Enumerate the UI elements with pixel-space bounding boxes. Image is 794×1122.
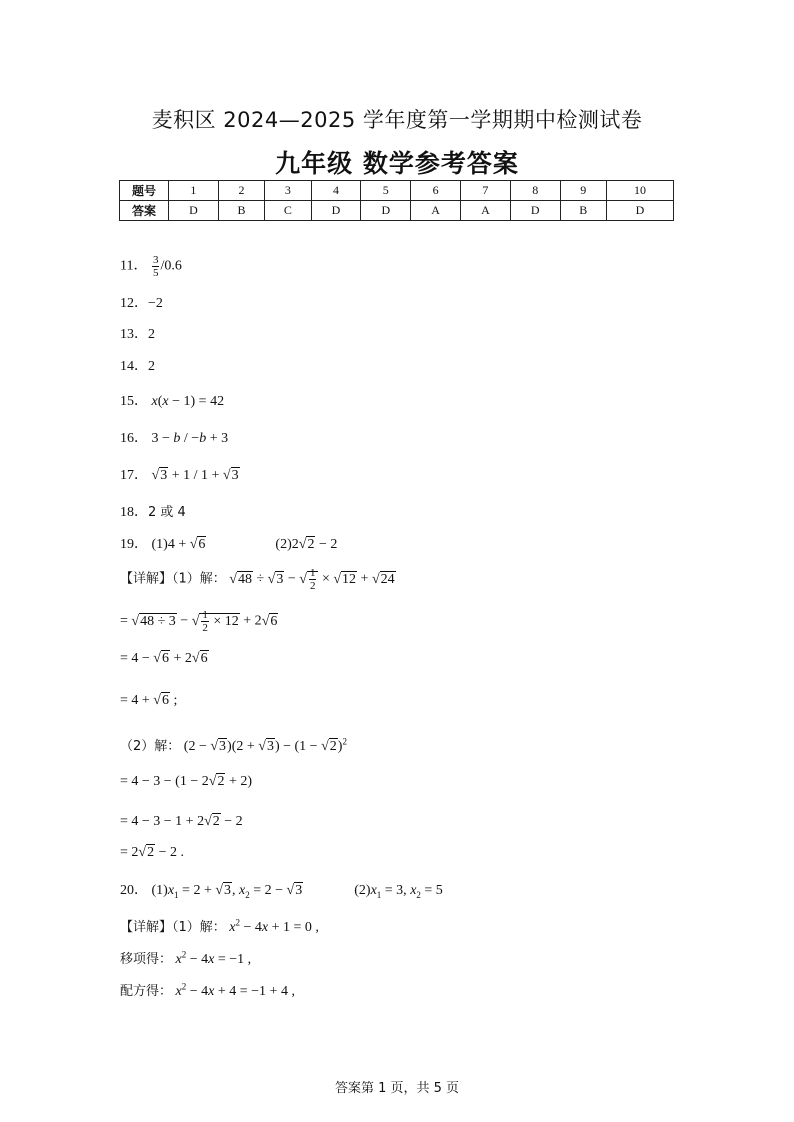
denominator: 5 — [152, 267, 159, 279]
table-cell: D — [361, 201, 411, 221]
part-label: (2) — [275, 537, 292, 552]
answer-14 — [120, 355, 155, 375]
answer-11 — [120, 254, 182, 279]
table-row-numbers — [120, 181, 674, 201]
expression: = √ 48 ÷ 3 − √ $\frac{1}{2}$ × 12 + 2√ 6 — [120, 613, 278, 629]
detail-label: 【详解】 — [120, 571, 173, 587]
detail-19-1 — [120, 567, 396, 592]
part-label: (2) — [354, 883, 371, 898]
step — [120, 774, 252, 790]
equation: $x^2 - 4x = -1$ , — [175, 949, 252, 967]
part-label: （1）解： — [172, 571, 226, 587]
table-cell: 6 — [411, 181, 461, 201]
table-cell: A — [461, 201, 511, 221]
expression: (2 − √ 3)(2 + √ 3) − (1 − √ 2)$^2$ — [184, 739, 347, 754]
document-title: 麦积区 2024—2025 学年度第一学期期中检测试卷 — [151, 108, 643, 132]
table-cell: 4 — [311, 181, 361, 201]
step — [120, 609, 278, 634]
question-number: 14． — [120, 359, 148, 374]
question-number: 16． — [120, 431, 148, 446]
step-move-terms — [120, 948, 251, 968]
table-cell: D — [311, 201, 361, 221]
table-cell: 5 — [361, 181, 411, 201]
step-label: 配方得： — [120, 984, 173, 999]
table-cell: 3 — [265, 181, 311, 201]
table-cell: C — [265, 201, 311, 221]
document-subtitle: 九年级 数学参考答案 — [275, 149, 519, 178]
table-cell: 1 — [169, 181, 219, 201]
detail-20-1 — [120, 916, 319, 936]
part-label: (1) — [151, 883, 168, 898]
step-complete-square — [120, 980, 295, 1000]
answer-16 — [120, 427, 228, 447]
answer-12 — [120, 292, 163, 312]
step — [120, 693, 177, 709]
table-cell: B — [560, 201, 606, 221]
table-cell: D — [510, 201, 560, 221]
answer-text: 2 — [148, 359, 155, 374]
expression: = 4 − 3 − (1 − 2√ 2 + 2) — [120, 773, 252, 789]
table-header-number: 题号 — [120, 181, 169, 201]
detail-label: 【详解】 — [120, 920, 173, 935]
expression: 3 − b / −b + 3 — [151, 431, 229, 446]
table-cell: 8 — [510, 181, 560, 201]
expression: = 4 + √ 6 ; — [120, 692, 177, 708]
question-number: 11． — [120, 258, 148, 274]
equation: $x^2 - 4x + 1 = 0$ , — [229, 917, 319, 935]
table-cell: 9 — [560, 181, 606, 201]
answer-text: 2 — [148, 327, 155, 342]
answer-text: 2 或 4 — [148, 505, 186, 520]
part-label: （2）解： — [120, 739, 181, 754]
part-label: （1）解： — [172, 920, 226, 935]
expression: = 4 − 3 − 1 + 2√ 2 − 2 — [120, 813, 243, 829]
table-cell: B — [218, 201, 264, 221]
expression: $x_1 = 2$ + √ 3, $x_2 = 2$ − √ 3 — [168, 883, 303, 898]
step-label: 移项得： — [120, 952, 173, 967]
question-number: 13． — [120, 327, 148, 342]
question-number: 20． — [120, 883, 148, 898]
numerator: 3 — [152, 254, 159, 266]
table-cell: D — [607, 201, 674, 221]
answer-18 — [120, 501, 186, 521]
expression: $x_1 = 3$, $x_2 = 5$ — [370, 883, 443, 900]
equation: $x^2 - 4x + 4 = -1 + 4$ , — [175, 981, 295, 999]
expression: √ 48 ÷ √ 3 − √ $\frac{1}{2}$ × √ 12 + √ 24 — [229, 571, 395, 587]
question-number: 19． — [120, 537, 148, 552]
table-cell: 10 — [607, 181, 674, 201]
table-cell: 7 — [461, 181, 511, 201]
table-cell: A — [411, 201, 461, 221]
question-number: 12． — [120, 296, 148, 311]
expression: = 4 − √ 6 + 2√ 6 — [120, 650, 209, 666]
table-row-answers — [120, 201, 674, 221]
step — [120, 814, 243, 830]
expression: 2√ 2 − 2 — [292, 536, 338, 552]
table-cell: D — [169, 201, 219, 221]
expression: √ 3 + 1 / 1 + √ 3 — [152, 467, 240, 483]
answer-19 — [120, 533, 337, 553]
expression: = 2√ 2 − 2 . — [120, 844, 184, 860]
page-footer: 答案第 1 页，共 5 页 — [334, 1081, 460, 1096]
step — [120, 651, 209, 667]
answer-text: −2 — [148, 296, 163, 311]
fraction — [152, 254, 160, 279]
part-label: (1) — [151, 537, 168, 552]
question-number: 15． — [120, 394, 148, 409]
answer-table — [119, 180, 674, 221]
answer-17 — [120, 464, 240, 484]
answer-13 — [120, 323, 155, 343]
answer-20 — [120, 879, 443, 900]
answer-15 — [120, 390, 224, 410]
expression: 4 + √ 6 — [168, 536, 207, 552]
table-cell: 2 — [218, 181, 264, 201]
question-number: 18． — [120, 505, 148, 520]
equation: x(x − 1) = 42 — [151, 394, 225, 409]
answer-text: /0.6 — [160, 258, 182, 274]
detail-19-2 — [120, 735, 347, 755]
question-number: 17． — [120, 468, 148, 483]
table-header-answer: 答案 — [120, 201, 169, 221]
step — [120, 845, 184, 861]
